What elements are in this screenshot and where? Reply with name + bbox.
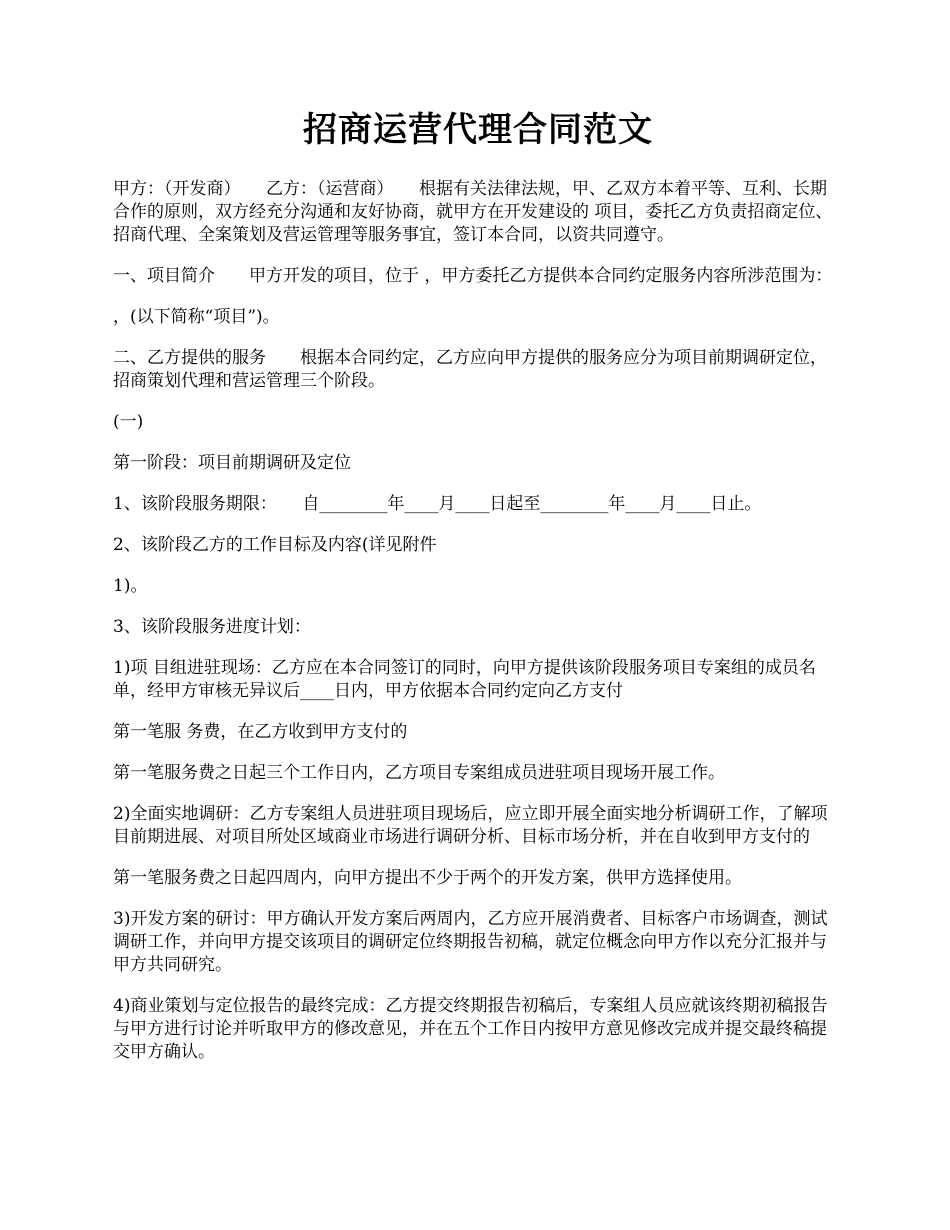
paragraph-parties: 甲方：（开发商） 乙方：（运营商） 根据有关法律法规，甲、乙双方本着平等、互利、长期合作的原则，双方经充分沟通和友好协商，就甲方在开发建设的 项目，委托乙方负责招商定位、招商代理、全案策划及营运管理等服务事宜，签订本合同，以资共同遵守。 [113, 179, 833, 245]
paragraph-development-plans: 第一笔服务费之日起四周内，向甲方提出不少于两个的开发方案，供甲方选择使用。 [113, 868, 742, 888]
document-page [113, 108, 843, 1082]
paragraph-first-fee-onsite: 第一笔服务费之日起三个工作日内，乙方项目专案组成员进驻项目现场开展工作。 [113, 763, 725, 783]
paragraph-schedule-heading: 3、该阶段服务进度计划： [113, 617, 311, 637]
paragraph-stage-one-heading: 第一阶段：项目前期调研及定位 [113, 453, 351, 473]
paragraph-section-one: (一) [113, 412, 144, 432]
paragraph-team-onsite: 1)项 目组进驻现场：乙方应在本合同签订的同时，向甲方提供该阶段服务项目专案组的成员名单，经甲方审核无异议后____日内，甲方依据本合同约定向乙方支付 [113, 658, 816, 701]
paragraph-first-fee: 第一笔服 务费，在乙方收到甲方支付的 [113, 722, 408, 742]
paragraph-field-research: 2)全面实地调研：乙方专案组人员进驻项目现场后，应立即开展全面实地分析调研工作，了解项目前期进展、对项目所处区域商业市场进行调研分析、目标市场分析，并在自收到甲方支付的 [113, 804, 828, 847]
paragraph-plan-review: 3)开发方案的研讨：甲方确认开发方案后两周内，乙方应开展消费者、目标客户市场调查，测试调研工作，并向甲方提交该项目的调研定位终期报告初稿，就定位概念向甲方作以充分汇报并与甲方共同研究。 [113, 909, 828, 975]
paragraph-project-intro: 一、项目简介 甲方开发的项目，位于 ，甲方委托乙方提供本合同约定服务内容所涉范围为： [113, 266, 833, 286]
paragraph-project-alias: ，(以下简称“项目”)。 [113, 307, 280, 327]
document-title: 招商运营代理合同范文 [303, 110, 653, 150]
paragraph-service-period: 1、该阶段服务期限： 自________年____月____日起至________年____月____日止。 [113, 494, 762, 514]
paragraph-attachment-ref: 1)。 [113, 576, 148, 596]
paragraph-final-report: 4)商业策划与定位报告的最终完成：乙方提交终期报告初稿后，专案组人员应就该终期初稿报告与甲方进行讨论并听取甲方的修改意见，并在五个工作日内按甲方意见修改完成并提交最终稿提交甲方确认。 [113, 996, 828, 1062]
paragraph-services: 二、乙方提供的服务 根据本合同约定，乙方应向甲方提供的服务应分为项目前期调研定位，招商策划代理和营运管理三个阶段。 [113, 348, 827, 391]
paragraph-work-goals: 2、该阶段乙方的工作目标及内容(详见附件 [113, 535, 437, 555]
